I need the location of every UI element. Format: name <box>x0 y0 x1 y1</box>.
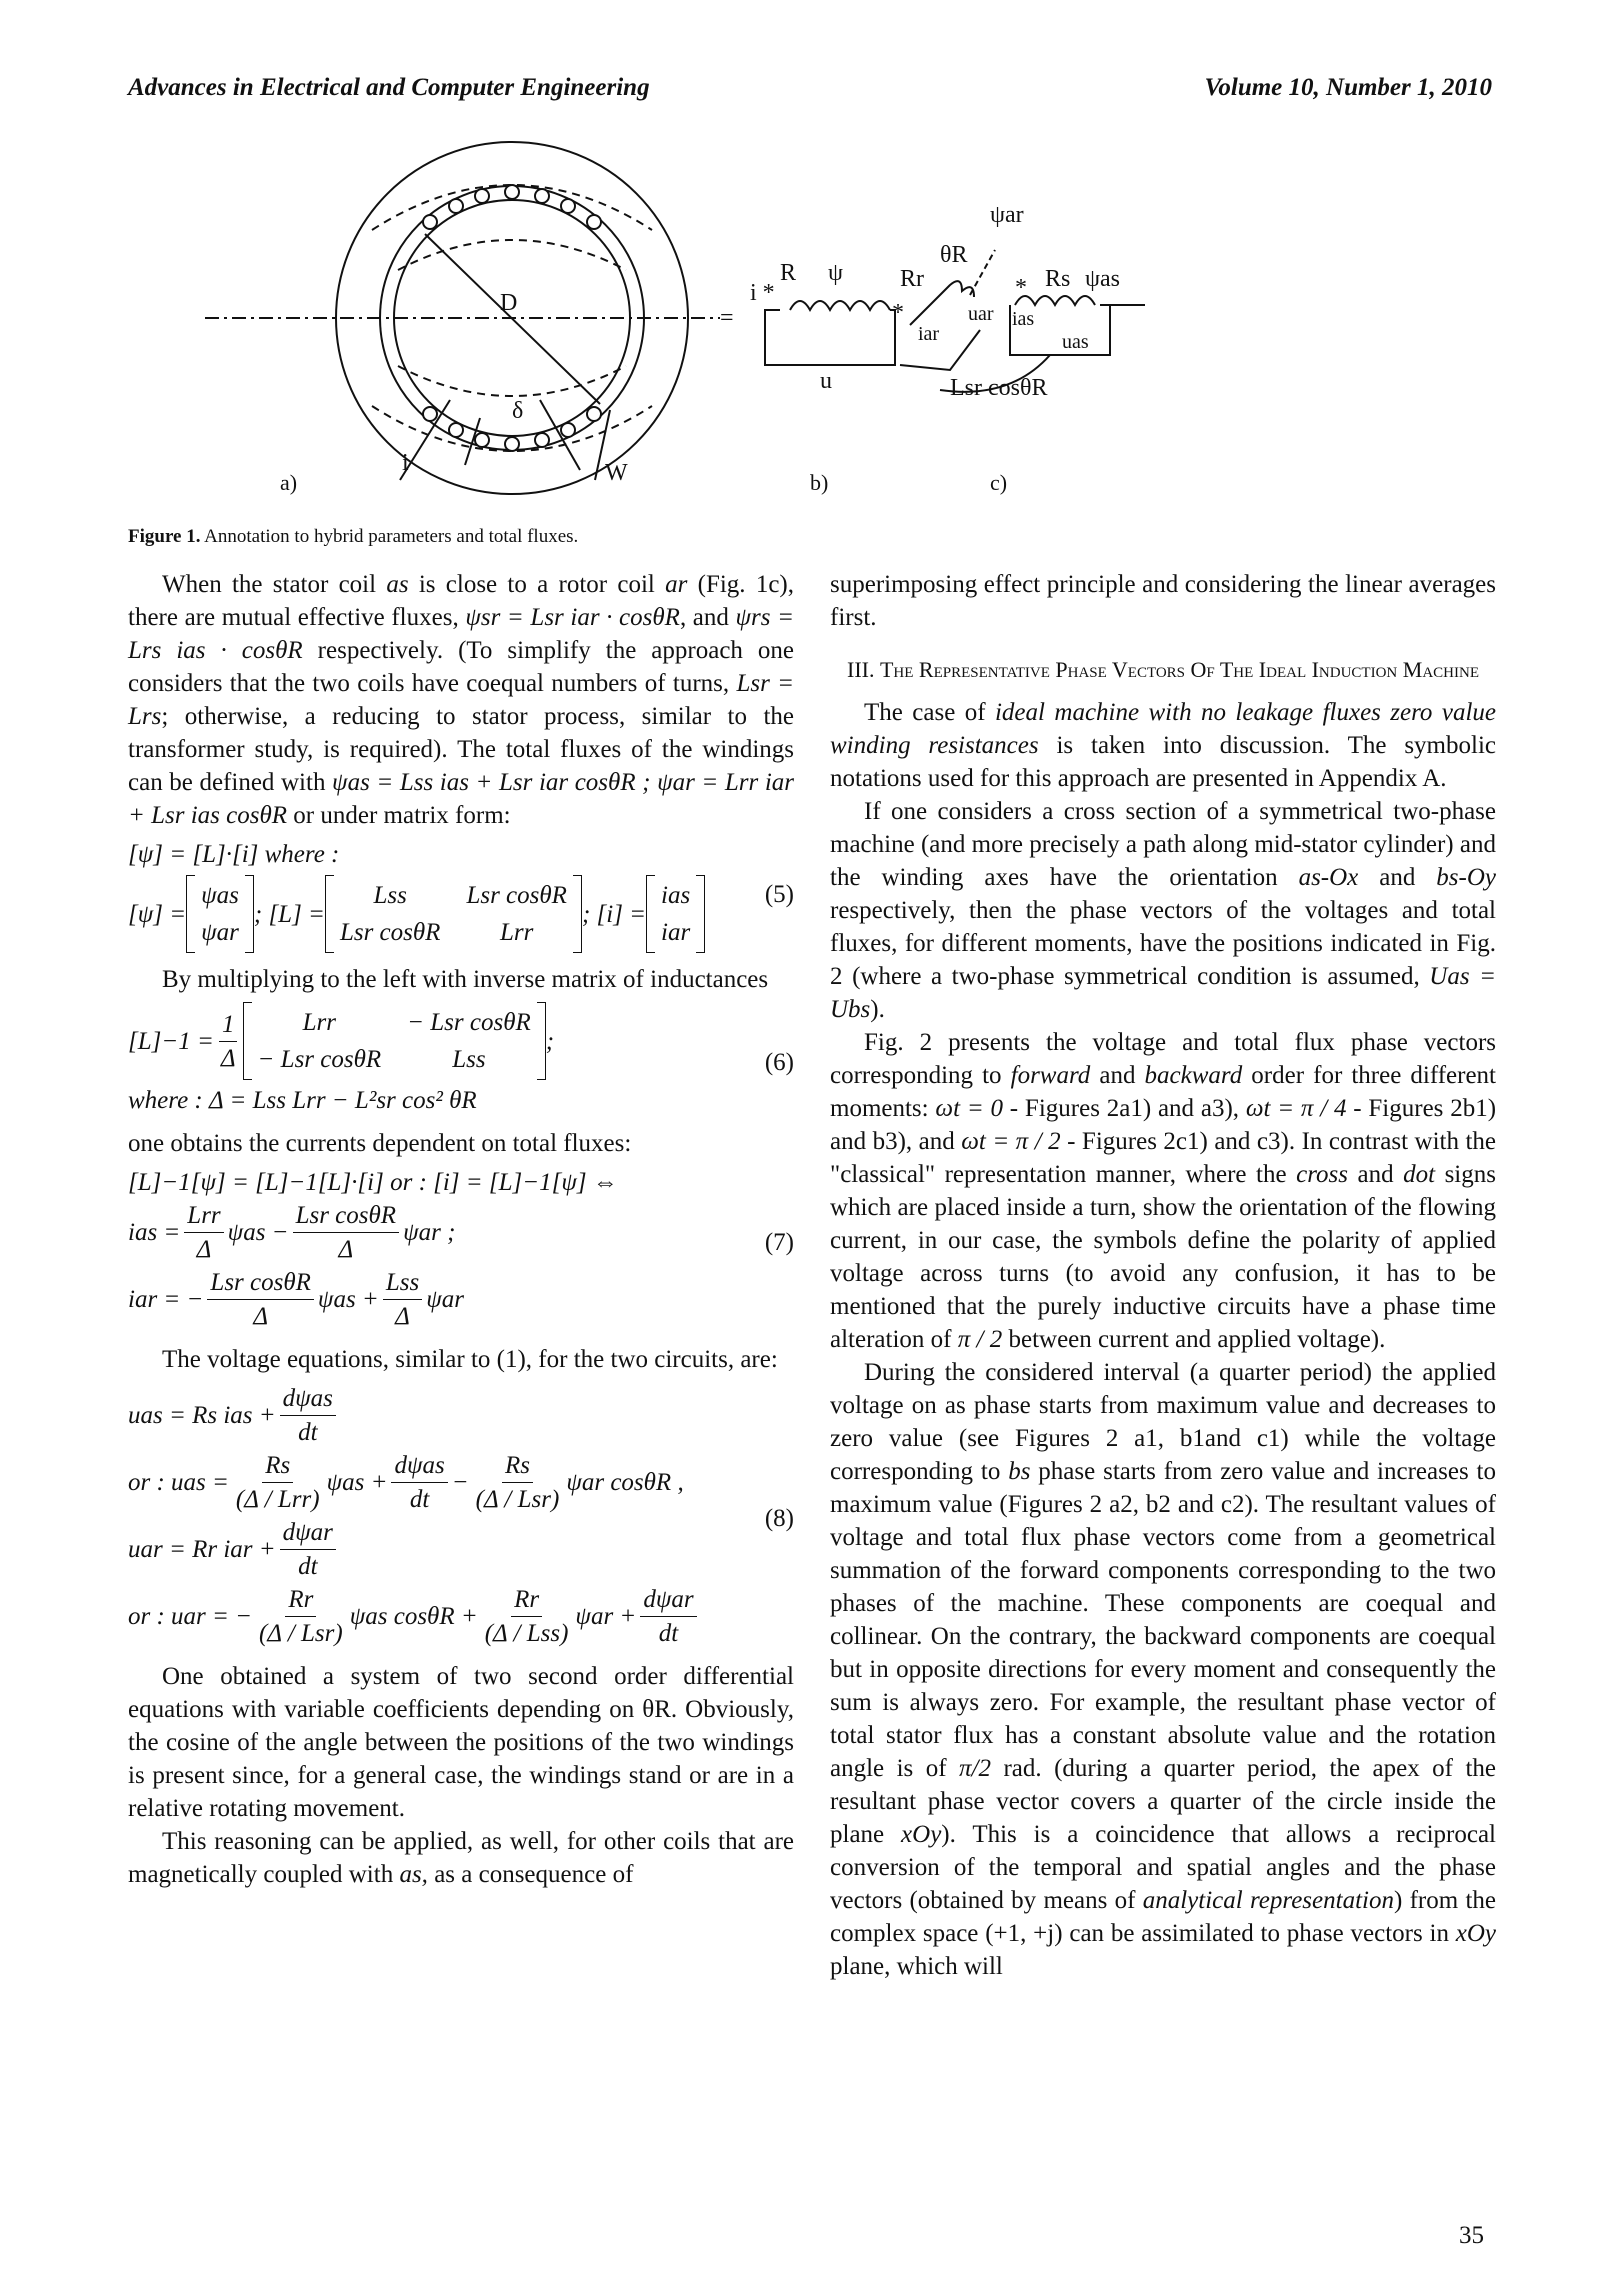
machine-cross-section <box>205 142 720 494</box>
caption-text: Annotation to hybrid parameters and total fluxes. <box>200 526 579 547</box>
ias-label: ias <box>1012 308 1035 330</box>
paragraph: The case of ideal machine with no leakage fluxes zero value winding resistances is taken into discussion. The symbolic notations used for this approach are presented in Appendix A. <box>830 699 1496 792</box>
label-c: c) <box>990 470 1008 495</box>
coil-b-voltage: u <box>820 368 832 394</box>
volume-info: Volume 10, Number 1, 2010 <box>1204 74 1492 101</box>
iar-label: iar <box>918 323 940 345</box>
winding-label: W <box>605 460 628 486</box>
diameter-label: D <box>500 290 518 316</box>
paragraph: During the considered interval (a quarter period) the applied voltage on as phase starts from maximum value and decreases to zero value (see Figures 2 a1, b1and c1) while the voltage corresponding to bs phase starts from zero value and increases to maximum value (Figures 2 a2, b2 and c2). The resultant values of voltage and total flux phase vectors come from a geometrical summation of the forward components corresponding to the two phases of the machine. These components are coequal and collinear. On the contrary, the backward components are coequal but in opposite directions for every moment and consequently the sum is always zero. For example, the resultant phase vector of total stator flux has a constant absolute value and the rotation angle is of π/2 rad. (during a quarter period, the apex of the resultant phase vector covers a quarter of the circle inside the plane xOy). This is a coincidence that allows a reciprocal conversion of the temporal and spatial angles and the phase vectors (obtained by means of analytical representation) from the complex space (+1, +j) can be assimilated to phase vectors in xOy plane, which will <box>830 1359 1497 1980</box>
rr-label: Rr <box>900 266 924 292</box>
caption-label: Figure 1. <box>128 526 201 547</box>
paragraph: one obtains the currents dependent on total fluxes: <box>128 1130 632 1157</box>
label-b: b) <box>810 470 829 495</box>
psi-ar-label: ψar <box>990 202 1024 228</box>
equation-number: (8) <box>764 1505 794 1532</box>
airgap-label: δ <box>512 398 524 424</box>
equals-sign: = <box>720 305 734 331</box>
theta-r-label: θR <box>940 242 968 268</box>
current-label: i <box>402 450 409 476</box>
equation-number: (6) <box>764 1049 794 1076</box>
figure-1 <box>250 150 1250 500</box>
section-heading: III. The Representative Phase Vectors Of The Ideal Induction Machine <box>847 657 1479 682</box>
equation-8: uas = Rs ias + $\frac{\text{dψas}}{dt}$ or : uas = $\frac{Rs}{\text{(Δ / Lrr)}}$ ψas + $\frac{\text{dψas}}{dt}$ − $\frac{Rs}{\text{(Δ / Lsr)}}$ ψar cosθR , uar = Rr iar + $\frac{\text{dψar}}{dt}$ or : uar = − $\frac{Rr}{\text{(Δ / Lsr)}}$ ψas cosθR + $\frac{Rr}{\text{(Δ / Lss)}}$ ψar + $\frac{\text{dψar}}{dt}$ (8) <box>128 1382 794 1650</box>
left-column <box>128 568 794 1891</box>
coil-b-flux: ψ <box>828 260 844 286</box>
paragraph: The voltage equations, similar to (1), for the two circuits, are: <box>162 1346 778 1373</box>
coil-b <box>765 301 895 365</box>
right-column <box>830 568 1496 1983</box>
figure-1-drawing <box>250 150 1250 500</box>
coil-b-current: i * <box>750 280 775 306</box>
paragraph: When the stator coil as is close to a rotor coil ar (Fig. 1c), there are mutual effective fluxes, ψsr = Lsr iar · cosθR, and ψrs = Lrs ias · cosθR respectively. (To simplify the approach one considers that the two coils have coequal numbers of turns, Lsr = Lrs; otherwise, a reducing to stator process, similar to the transformer study, is required). The total fluxes of the windings can be defined with ψas = Lss ias + Lsr iar cosθR ; ψar = Lrr iar + Lsr ias cosθR or under matrix form: <box>128 571 795 829</box>
paragraph: By multiplying to the left with inverse matrix of inductances <box>162 966 769 993</box>
equation-5: [ψ] = [L]·[i] where : [ψ] = ψas ψar ; [L] = Lss Lsr cosθR Lsr cosθR Lrr ; [i] = ias iar (5) <box>128 838 794 953</box>
label-a: a) <box>280 470 298 495</box>
uar-label: uar <box>968 303 994 325</box>
lsr-label: Lsr cosθR <box>950 375 1048 401</box>
coil-b-resistance: R <box>780 260 797 286</box>
rs-label: Rs <box>1045 266 1071 292</box>
equation-7: [L]−1[ψ] = [L]−1[L]·[i] or : [i] = [L]−1[ψ] ⇔ ias = $\frac{\text{Lrr}}{\Delta}$ ψas − $\frac{\text{Lsr cosθR}}{\Delta}$ ψar ; iar = − $\frac{\text{Lsr cosθR}}{\Delta}$ ψas + $\frac{\text{Lss}}{\Delta}$ ψar (7) <box>128 1169 794 1330</box>
paragraph: One obtained a system of two second order differential equations with variable coefficients depending on θR. Obviously, the cosine of the angle between the positions of the two windings is present since, for a general case, the windings stand or are in a relative rotating movement. <box>128 1663 794 1822</box>
paragraph: If one considers a cross section of a symmetrical two-phase machine (and more precisely a path along mid-stator cylinder) and the winding axes have the orientation as-Ox and bs-Oy respectively, then the phase vectors of the voltages and total fluxes, for different moments, have the positions indicated in Fig. 2 (where a two-phase symmetrical condition is assumed, Uas = Ubs). <box>830 798 1496 1023</box>
star-label-1: * <box>1015 275 1027 301</box>
page-number: 35 <box>1459 2222 1484 2249</box>
equation-number: (7) <box>764 1229 794 1256</box>
psi-as-label: ψas <box>1085 266 1121 292</box>
paragraph: Fig. 2 presents the voltage and total flux phase vectors corresponding to forward and backward order for three different moments: ωt = 0 - Figures 2a1) and a3), ωt = π / 4 - Figures 2b1) and b3), and ωt = π / 2 - Figures 2c1) and c3). In contrast with the "classical" representation manner, where the cross and dot signs which are placed inside a turn, show the orientation of the flowing current, in our case, the symbols define the polarity of applied voltage across turns (to avoid any confusion, it has to be mentioned that the purely inductive circuits have a phase time alteration of π / 2 between current and applied voltage). <box>830 1029 1497 1353</box>
equation-6: [L]−1 = $\frac{1}{\Delta}$ Lrr − Lsr cosθR − Lsr cosθR Lss ; where : Δ = Lss Lrr − L²sr cos² θR (6) <box>128 1002 794 1117</box>
paragraph: superimposing effect principle and considering the linear averages first. <box>830 571 1496 631</box>
figure-caption <box>128 526 578 548</box>
paragraph: This reasoning can be applied, as well, for other coils that are magnetically coupled with as, as a consequence of <box>128 1828 794 1888</box>
star-label-2: * <box>892 300 904 326</box>
uas-label: uas <box>1062 331 1089 353</box>
journal-title: Advances in Electrical and Computer Engineering <box>128 74 650 101</box>
equation-number: (5) <box>764 881 794 908</box>
